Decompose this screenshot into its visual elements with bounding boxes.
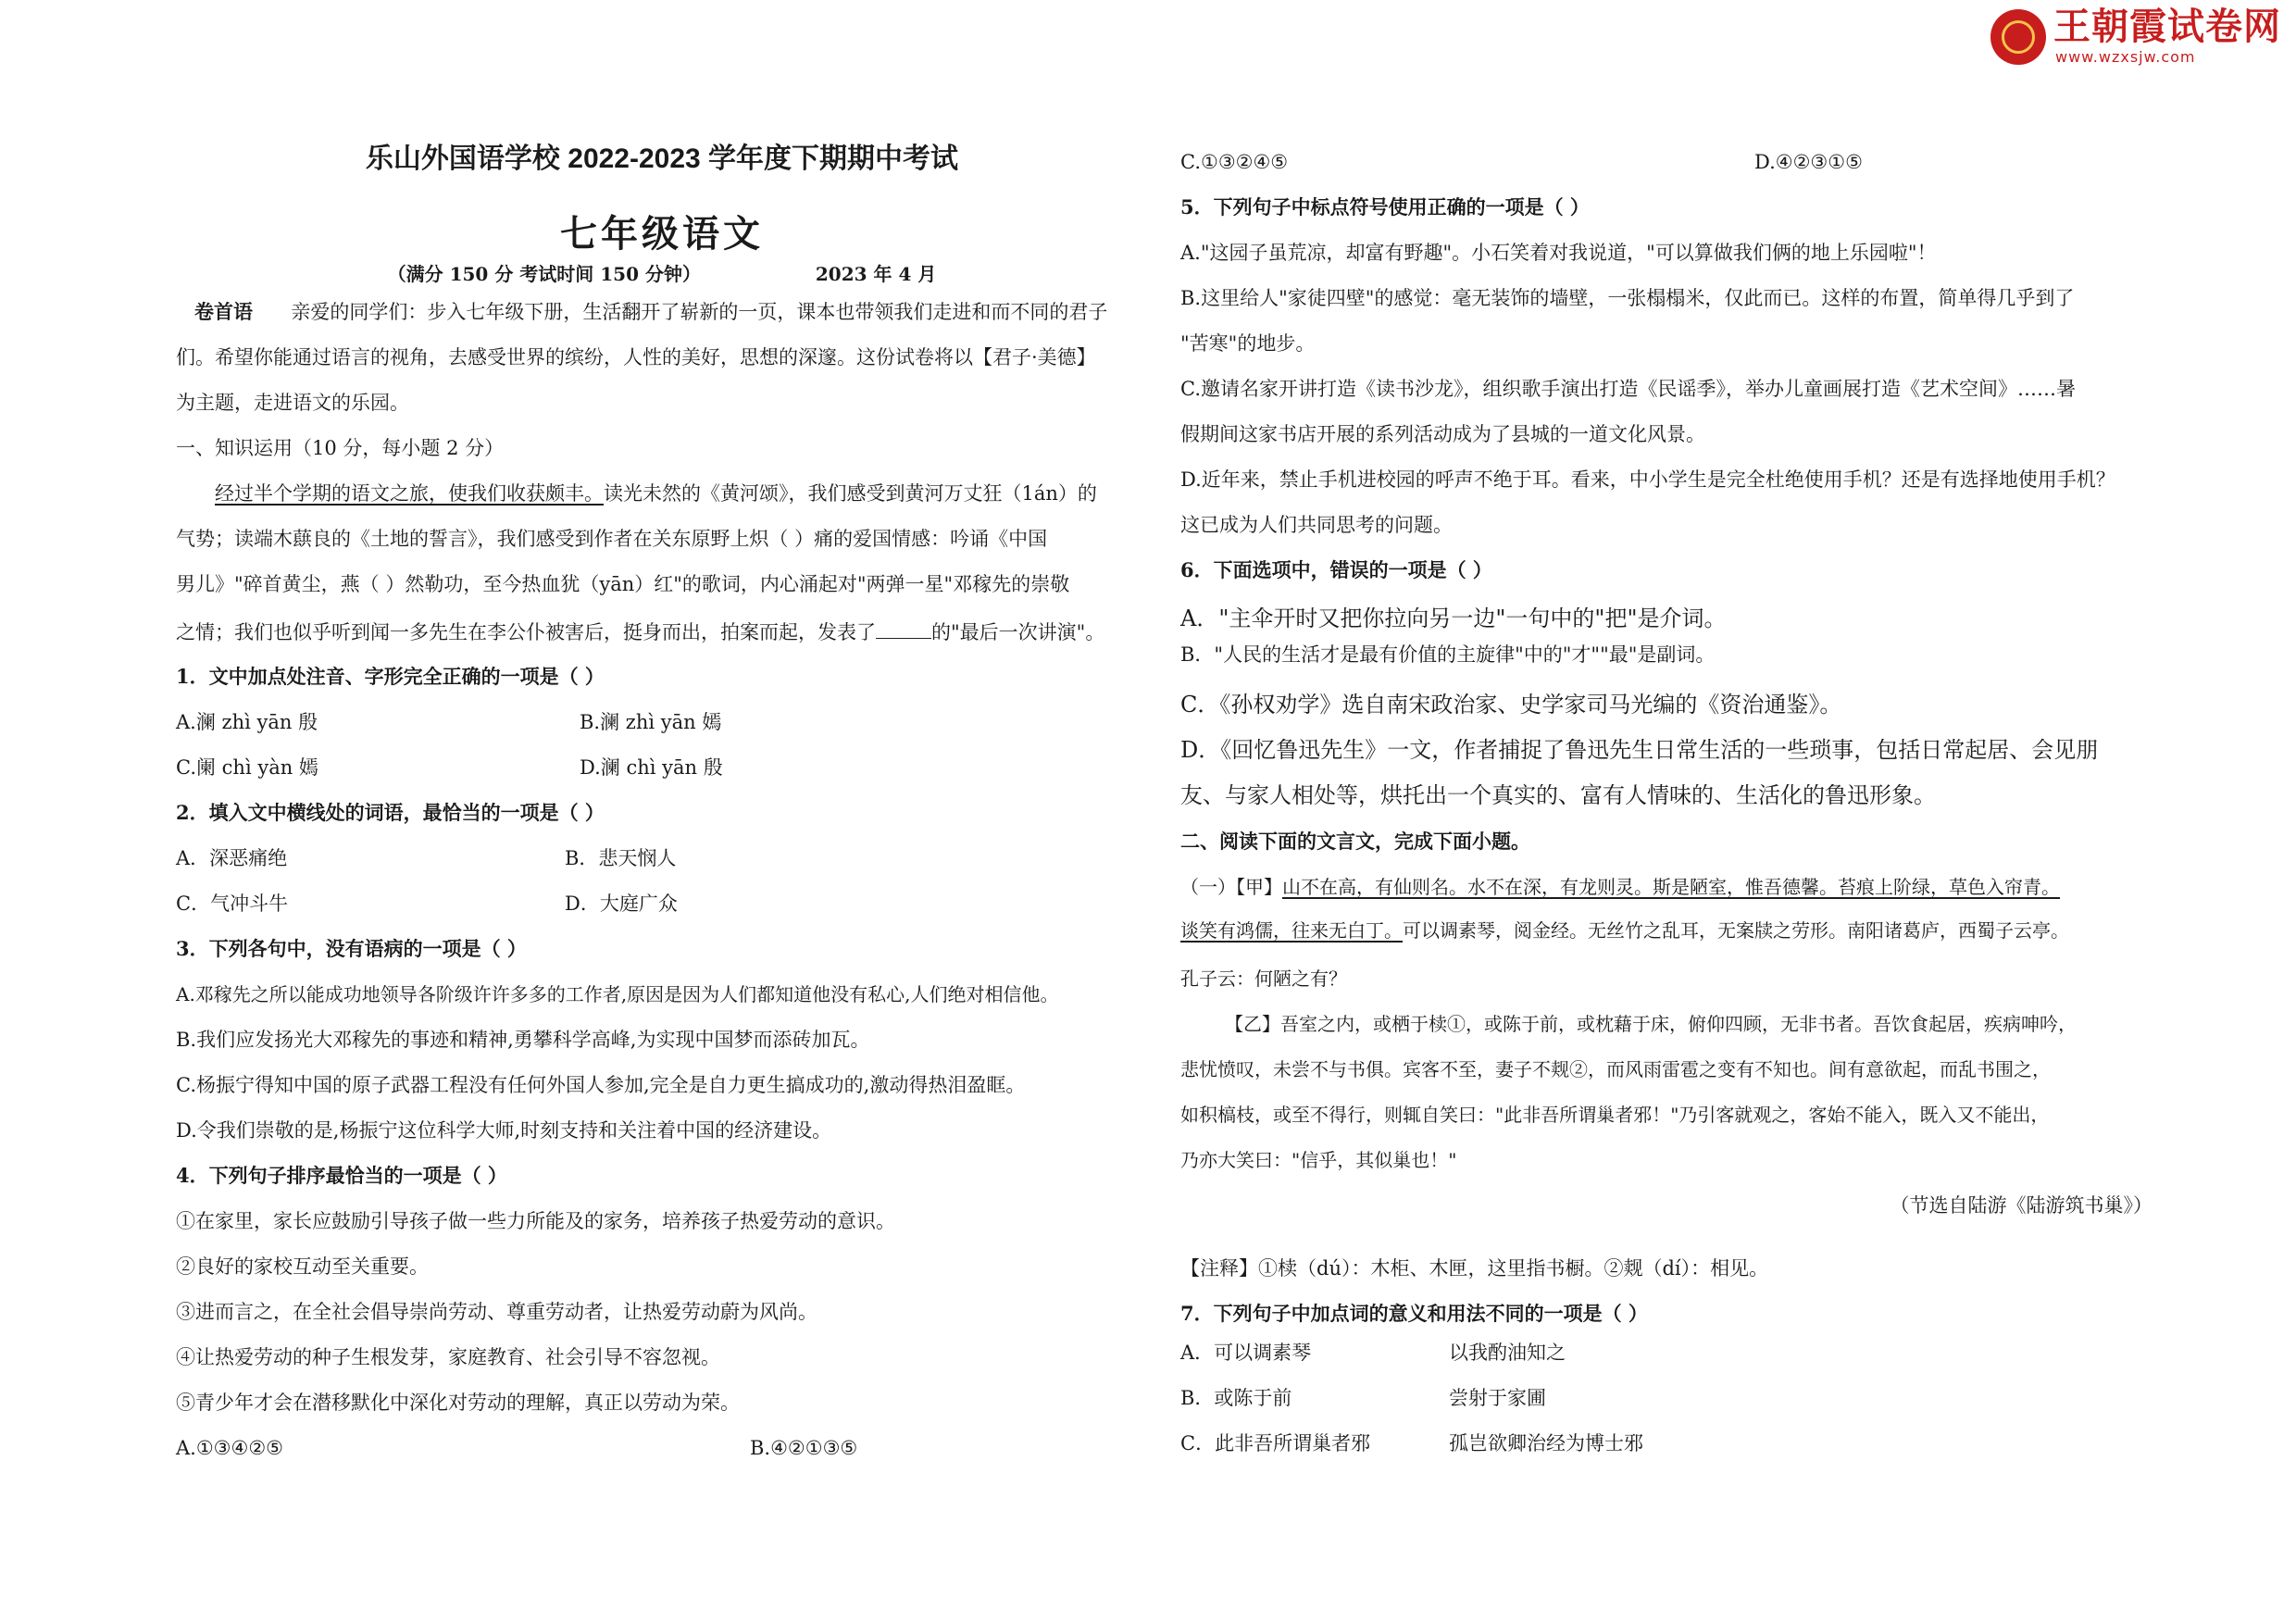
logo-url: www.wzxsjw.com [2055,48,2196,66]
q3-option-d[interactable]: D.令我们崇敬的是,杨振宁这位科学大师,时刻支持和关注着中国的经济建设。 [176,1119,832,1142]
text-jia-line-2: 谈笑有鸿儒，往来无白丁。可以调素琴，阅金经。无丝竹之乱耳，无案牍之劳形。南阳诸葛庐，西蜀子云亭。 [1180,919,2069,942]
q4-option-c[interactable]: C.①③②④⑤ [1180,151,1289,173]
q4-sentence-5: ⑤青少年才会在潜移默化中深化对劳动的理解，真正以劳动为荣。 [176,1392,740,1414]
q5-option-b[interactable]: B.这里给人"家徒四壁"的感觉：毫无装饰的墙壁，一张榻榻米，仅此而已。这样的布置，简单得几乎到了 [1180,287,2075,309]
text-jia-line-3: 孔子云：何陋之有？ [1180,968,1347,990]
question-2: 2．填入文中横线处的词语，最恰当的一项是（ ） [176,801,605,824]
question-5: 5．下列句子中标点符号使用正确的一项是（ ） [1180,195,1590,218]
q6-option-d-cont: 友、与家人相处等，烘托出一个真实的、富有人情味的、生活化的鲁迅形象。 [1180,782,1936,808]
logo-brand: 王朝霞试卷网 [2053,6,2281,48]
text-source: （节选自陆游《陆游筑书巢》） [1890,1194,2152,1217]
intro-line-2: 们。希望你能通过语言的视角，去感受世界的缤纷，人性的美好，思想的深邃。这份试卷将以【君子·美德】 [176,346,1096,368]
q5-option-c[interactable]: C.邀请名家开讲打造《读书沙龙》，组织歌手演出打造《民谣季》，举办儿童画展打造《艺术空间》……暑 [1180,378,2076,400]
q7-option-c-right: 孤岂欲卿治经为博士邪 [1449,1432,1643,1454]
subject-title: 七年级语文 [560,212,764,256]
question-4: 4．下列句子排序最恰当的一项是（ ） [176,1164,507,1187]
passage-line-2: 气势；读端木蕻良的《土地的誓言》，我们感受到作者在关东原野上炽（ ）痛的爱国情感：吟诵《中国 [176,528,1048,550]
q1-option-a[interactable]: A.澜 zhì yān 殷 [176,711,318,733]
meta-date: 2023 年 4 月 [815,263,937,285]
question-1: 1．文中加点处注音、字形完全正确的一项是（ ） [176,665,605,688]
q3-option-a[interactable]: A.邓稼先之所以能成功地领导各阶级许许多多的工作者,原因是因为人们都知道他没有私心,人们绝对相信他。 [176,983,1059,1005]
question-7: 7．下列句子中加点词的意义和用法不同的一项是（ ） [1180,1302,1648,1325]
school-title: 乐山外国语学校 2022-2023 学年度下期期中考试 [365,144,959,174]
q7-option-c-left[interactable]: C．此非吾所谓巢者邪 [1180,1432,1371,1454]
exam-meta [176,261,1148,287]
section-knowledge: 一、知识运用（10 分，每小题 2 分） [176,437,505,459]
text-yi-line-4: 乃亦大笑曰："信乎，其似巢也！" [1180,1149,1457,1171]
q2-option-c[interactable]: C．气冲斗牛 [176,893,289,915]
q6-option-a[interactable]: A．"主伞开时又把你拉向另一边"一句中的"把"是介词。 [1180,606,1727,631]
q4-sentence-2: ②良好的家校互动至关重要。 [176,1255,429,1278]
passage-line-1: 经过半个学期的语文之旅，使我们收获颇丰。读光未然的《黄河颂》，我们感受到黄河万丈狂（1án）的 [215,482,1097,505]
intro-label: 卷首语 [194,300,253,323]
q5-option-d[interactable]: D.近年来，禁止手机进校园的呼声不绝于耳。看来，中小学生是完全杜绝使用手机？还是有选择地使用手机？ [1180,468,2115,491]
q3-option-c[interactable]: C.杨振宁得知中国的原子武器工程没有任何外国人参加,完全是自力更生搞成功的,激动得热泪盈眶。 [176,1074,1026,1096]
q5-option-d-cont: 这已成为人们共同思考的问题。 [1180,514,1453,536]
q5-option-b-cont: "苦寒"的地步。 [1180,332,1316,355]
q3-option-b[interactable]: B.我们应发扬光大邓稼先的事迹和精神,勇攀科学高峰,为实现中国梦而添砖加瓦。 [176,1029,870,1051]
question-6: 6．下面选项中，错误的一项是（ ） [1180,558,1492,581]
q7-option-a-right: 以我酌油知之 [1449,1342,1566,1364]
meta-score: （满分 150 分 考试时间 150 分钟） [387,263,701,285]
question-3: 3．下列各句中，没有语病的一项是（ ） [176,937,527,960]
q2-option-b[interactable]: B．悲天悯人 [565,847,677,869]
q5-option-a[interactable]: A."这园子虽荒凉，却富有野趣"。小石笑着对我说道，"可以算做我们俩的地上乐园啦"！ [1180,242,1937,264]
q2-option-d[interactable]: D．大庭广众 [565,893,678,915]
text-yi-line-2: 悲忧愤叹，未尝不与书俱。宾客不至，妻子不觌②，而风雨雷雹之变有不知也。间有意欲起，而乱书围之， [1180,1058,2051,1080]
section-reading: 二、阅读下面的文言文，完成下面小题。 [1180,830,1530,853]
q6-option-c[interactable]: C．《孙权劝学》选自南宋政治家、史学家司马光编的《资治通鉴》。 [1180,692,1842,718]
q6-option-b[interactable]: B．"人民的生活才是最有价值的主旋律"中的"才""最"是副词。 [1180,643,1716,666]
q6-option-d[interactable]: D．《回忆鲁迅先生》一文，作者捕捉了鲁迅先生日常生活的一些琐事，包括日常起居、会见朋 [1180,737,2099,763]
site-logo [1990,0,2296,70]
seal-icon [1990,9,2046,65]
q7-option-b-left[interactable]: B．或陈于前 [1180,1387,1292,1409]
q1-option-d[interactable]: D.澜 chì yān 殷 [580,756,723,779]
q5-option-c-cont: 假期间这家书店开展的系列活动成为了县城的一道文化风景。 [1180,423,1705,445]
annotation: 【注释】①椟（dú）：木柜、木匣，这里指书橱。②觌（dí）：相见。 [1180,1257,1769,1280]
q4-sentence-4: ④让热爱劳动的种子生根发芽，家庭教育、社会引导不容忽视。 [176,1346,720,1368]
q1-option-c[interactable]: C.阑 chì yàn 嫣 [176,756,318,779]
q2-option-a[interactable]: A．深恶痛绝 [176,847,288,869]
passage-line-4: 之情；我们也似乎听到闻一多先生在李公仆被害后，挺身而出，拍案而起，发表了 的"最后一次讲演"。 [176,621,1105,643]
q4-option-a[interactable]: A.①③④②⑤ [176,1437,283,1459]
q7-option-b-right: 尝射于家圃 [1449,1387,1546,1409]
intro-line-1: 卷首语 亲爱的同学们：步入七年级下册，生活翻开了崭新的一页，课本也带领我们走进和而不同的君子 [194,300,1108,323]
passage-line-3: 男儿》"碎首黄尘，燕（ ）然勒功，至今热血犹（yān）红"的歌词，内心涌起对"两弹一星"邓稼先的崇敬 [176,573,1070,595]
intro-line-3: 为主题，走进语文的乐园。 [176,392,409,414]
q1-option-b[interactable]: B.澜 zhì yān 嫣 [580,711,722,733]
text-yi-line-3: 如积槁枝，或至不得行，则辄自笑曰："此非吾所谓巢者邪！"乃引客就观之，客始不能入，既入又不能出， [1180,1104,2050,1126]
q4-option-b[interactable]: B.④②①③⑤ [750,1437,858,1459]
q4-sentence-3: ③进而言之，在全社会倡导崇尚劳动、尊重劳动者，让热爱劳动蔚为风尚。 [176,1301,817,1323]
text-yi-line-1: 【乙】吾室之内，或栖于椟①，或陈于前，或枕藉于床，俯仰四顾，无非书者。吾饮食起居，疾病呻吟， [1225,1013,2077,1035]
q4-sentence-1: ①在家里，家长应鼓励引导孩子做一些力所能及的家务，培养孩子热爱劳动的意识。 [176,1210,895,1232]
text-jia-line-1: （一）【甲】山不在高，有仙则名。水不在深，有龙则灵。斯是陋室，惟吾德馨。苔痕上阶绿，草色入帘青。 [1180,876,2060,898]
q7-option-a-left[interactable]: A．可以调素琴 [1180,1342,1312,1364]
answer-blank[interactable] [876,619,931,639]
q4-option-d[interactable]: D.④②③①⑤ [1754,151,1863,173]
